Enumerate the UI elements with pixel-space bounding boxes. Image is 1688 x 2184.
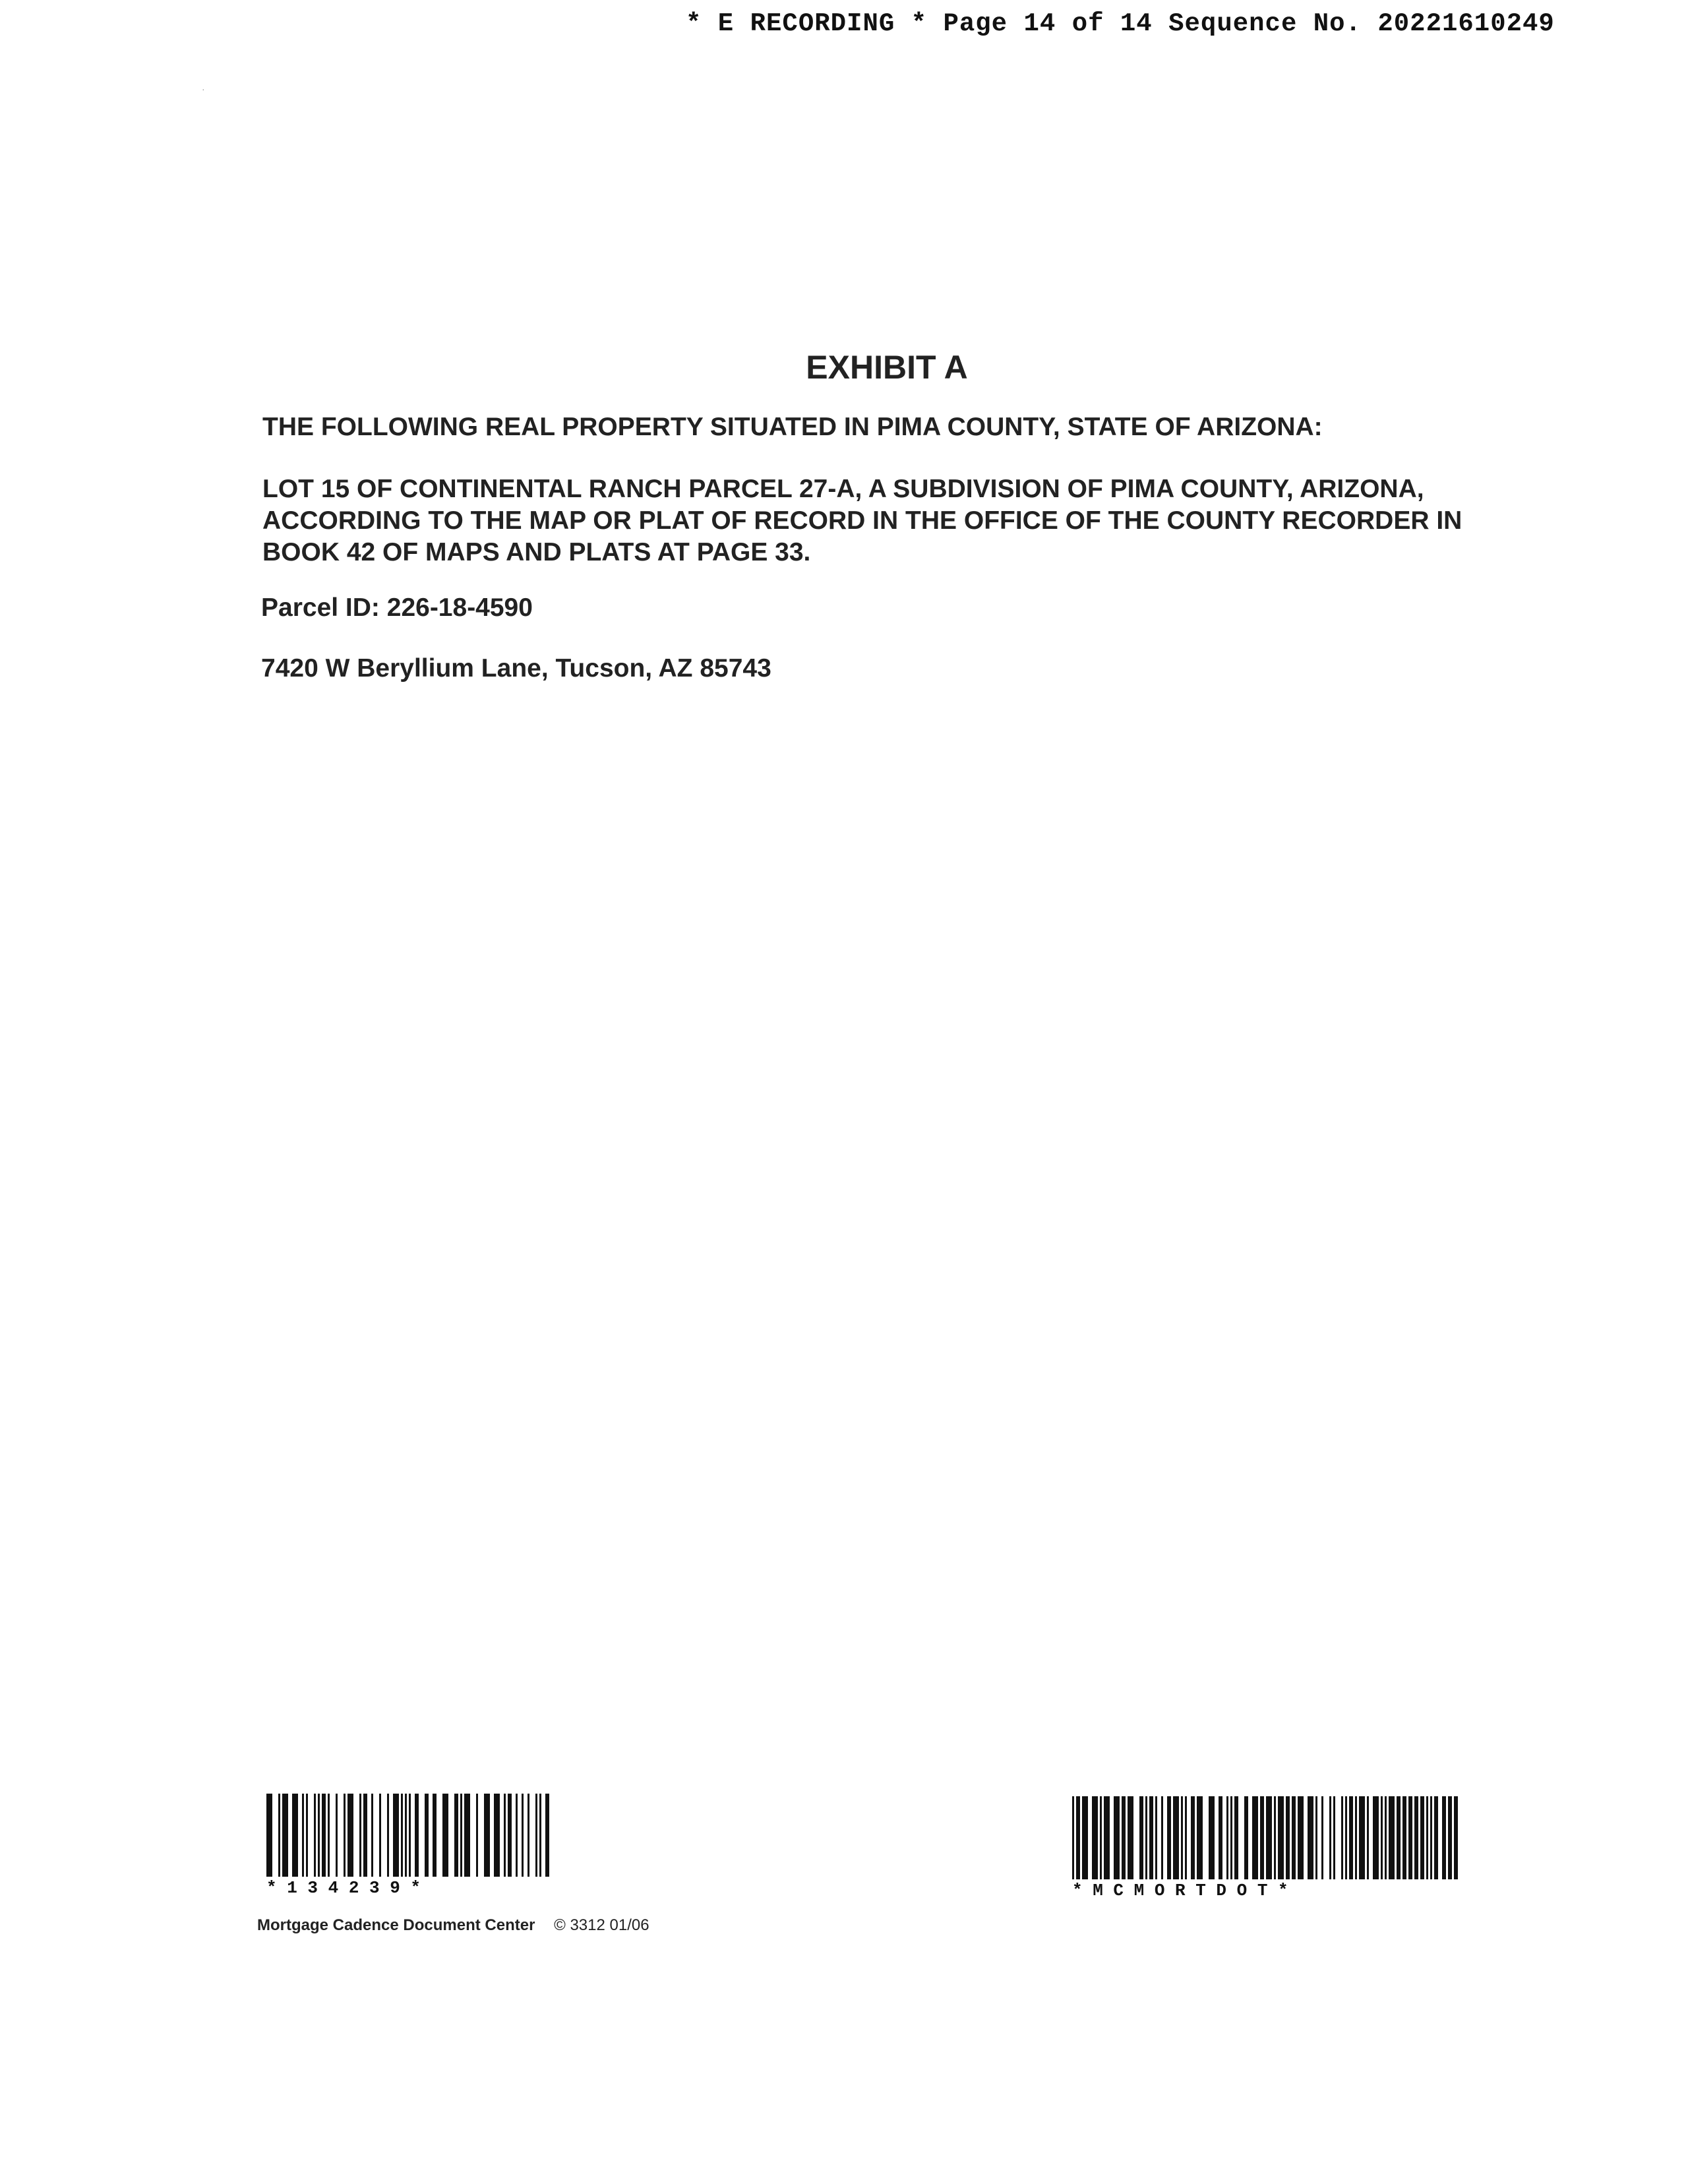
barcode-bar	[1329, 1796, 1331, 1879]
barcode-bar	[306, 1794, 308, 1877]
barcode-bar	[476, 1794, 478, 1877]
barcode-bar	[1321, 1796, 1323, 1879]
barcode-bar	[1076, 1796, 1080, 1879]
barcode-bar	[494, 1794, 500, 1877]
legal-description-line: LOT 15 OF CONTINENTAL RANCH PARCEL 27-A, A SUBDIVISION OF PIMA COUNTY, ARIZONA,	[262, 475, 1424, 503]
barcode-bar	[1122, 1796, 1126, 1879]
barcode-bar	[1278, 1796, 1284, 1879]
barcode-bar	[1209, 1796, 1215, 1879]
barcode-bar	[484, 1794, 490, 1877]
barcode-bar	[1230, 1796, 1232, 1879]
barcode-bar	[1139, 1796, 1143, 1879]
barcode-bar	[1226, 1796, 1228, 1879]
legal-description-line: BOOK 42 OF MAPS AND PLATS AT PAGE 33.	[262, 538, 811, 566]
barcode-bar	[1072, 1796, 1074, 1879]
document-barcode-right	[1072, 1796, 1464, 1900]
legal-description	[262, 473, 1502, 568]
legal-description-line: ACCORDING TO THE MAP OR PLAT OF RECORD IN THE OFFICE OF THE COUNTY RECORDER IN	[262, 506, 1462, 535]
barcode-bar	[266, 1794, 272, 1877]
barcode-bar	[314, 1794, 316, 1877]
barcode-bar	[1333, 1796, 1335, 1879]
barcode-bar	[1185, 1796, 1187, 1879]
barcode-bar	[1274, 1796, 1276, 1879]
barcode-right-caption: * M C M O R T D O T *	[1072, 1881, 1288, 1900]
copyright-icon: ©	[554, 1916, 566, 1934]
barcode-bar	[535, 1794, 537, 1877]
barcode-bar	[1155, 1796, 1157, 1879]
barcode-bar	[1345, 1796, 1347, 1879]
barcode-bar	[371, 1794, 373, 1877]
barcode-bar	[1420, 1796, 1424, 1879]
barcode-bar	[1442, 1796, 1446, 1879]
barcode-bar	[1128, 1796, 1133, 1879]
barcode-bar	[1234, 1796, 1238, 1879]
property-address: 7420 W Beryllium Lane, Tucson, AZ 85743	[261, 654, 771, 682]
barcode-bar	[1389, 1796, 1395, 1879]
barcode-bar	[1082, 1796, 1088, 1879]
barcode-bar	[1167, 1796, 1171, 1879]
barcode-bar	[1100, 1796, 1102, 1879]
barcode-bar	[1191, 1796, 1195, 1879]
barcode-bar	[1266, 1796, 1272, 1879]
barcode-bar	[1092, 1796, 1098, 1879]
barcode-bar	[1341, 1796, 1343, 1879]
barcode-bar	[328, 1794, 330, 1877]
barcode-left-caption: * 1 3 4 2 3 9 *	[266, 1878, 421, 1898]
barcode-bar	[1349, 1796, 1353, 1879]
barcode-bar	[379, 1794, 381, 1877]
barcode-bar	[1381, 1796, 1383, 1879]
barcode-left-bars	[266, 1794, 550, 1877]
barcode-bar	[1114, 1796, 1120, 1879]
barcode-bar	[1145, 1796, 1147, 1879]
barcode-bar	[464, 1794, 470, 1877]
barcode-bar	[1385, 1796, 1387, 1879]
barcode-bar	[1244, 1796, 1248, 1879]
barcode-bar	[405, 1794, 407, 1877]
barcode-bar	[1408, 1796, 1412, 1879]
barcode-bar	[504, 1794, 506, 1877]
barcode-bar	[1454, 1796, 1458, 1879]
barcode-bar	[1292, 1796, 1296, 1879]
barcode-bar	[1104, 1796, 1110, 1879]
scan-speck: ·	[202, 84, 205, 94]
barcode-bar	[282, 1794, 288, 1877]
barcode-bar	[318, 1794, 320, 1877]
barcode-bar	[1397, 1796, 1401, 1879]
barcode-bar	[401, 1794, 403, 1877]
barcode-bar	[359, 1794, 361, 1877]
barcode-bar	[539, 1794, 541, 1877]
barcode-bar	[1367, 1796, 1369, 1879]
barcode-bar	[508, 1794, 512, 1877]
barcode-bar	[1308, 1796, 1313, 1879]
barcode-bar	[322, 1794, 326, 1877]
barcode-bar	[1181, 1796, 1183, 1879]
barcode-bar	[528, 1794, 529, 1877]
barcode-bar	[363, 1794, 367, 1877]
barcode-bar	[409, 1794, 411, 1877]
footer-brand: Mortgage Cadence Document Center	[257, 1916, 535, 1934]
barcode-bar	[344, 1794, 346, 1877]
barcode-bar	[336, 1794, 338, 1877]
barcode-bar	[347, 1794, 353, 1877]
barcode-bar	[545, 1794, 549, 1877]
barcode-bar	[1197, 1796, 1203, 1879]
barcode-bar	[442, 1794, 448, 1877]
barcode-bar	[1434, 1796, 1438, 1879]
barcode-bar	[415, 1794, 419, 1877]
barcode-bar	[425, 1794, 429, 1877]
barcode-bar	[1430, 1796, 1432, 1879]
barcode-bar	[1315, 1796, 1317, 1879]
barcode-bar	[1414, 1796, 1418, 1879]
barcode-bar	[516, 1794, 518, 1877]
barcode-bar	[1426, 1796, 1428, 1879]
barcode-bar	[460, 1794, 462, 1877]
barcode-bar	[433, 1794, 437, 1877]
barcode-right-bars	[1072, 1796, 1464, 1879]
barcode-bar	[1298, 1796, 1304, 1879]
exhibit-title: EXHIBIT A	[806, 349, 968, 386]
barcode-bar	[1448, 1796, 1452, 1879]
barcode-bar	[522, 1794, 524, 1877]
barcode-bar	[1355, 1796, 1357, 1879]
barcode-bar	[1373, 1796, 1379, 1879]
barcode-bar	[1286, 1796, 1290, 1879]
property-intro: THE FOLLOWING REAL PROPERTY SITUATED IN PIMA COUNTY, STATE OF ARIZONA:	[262, 413, 1323, 441]
barcode-bar	[1402, 1796, 1406, 1879]
barcode-bar	[1161, 1796, 1163, 1879]
barcode-bar	[454, 1794, 458, 1877]
barcode-bar	[278, 1794, 280, 1877]
barcode-bar	[1173, 1796, 1179, 1879]
barcode-bar	[393, 1794, 399, 1877]
barcode-bar	[1359, 1796, 1365, 1879]
barcode-bar	[1252, 1796, 1258, 1879]
barcode-bar	[1260, 1796, 1264, 1879]
footer-form-code: 3312 01/06	[570, 1916, 649, 1934]
form-footer	[257, 1916, 649, 1935]
document-barcode-left	[266, 1794, 550, 1898]
barcode-bar	[1219, 1796, 1222, 1879]
parcel-id: Parcel ID: 226-18-4590	[261, 593, 533, 622]
barcode-bar	[292, 1794, 298, 1877]
recording-header: * E RECORDING * Page 14 of 14 Sequence No. 20221610249	[686, 9, 1555, 38]
barcode-bar	[302, 1794, 304, 1877]
barcode-bar	[387, 1794, 389, 1877]
barcode-bar	[1149, 1796, 1153, 1879]
